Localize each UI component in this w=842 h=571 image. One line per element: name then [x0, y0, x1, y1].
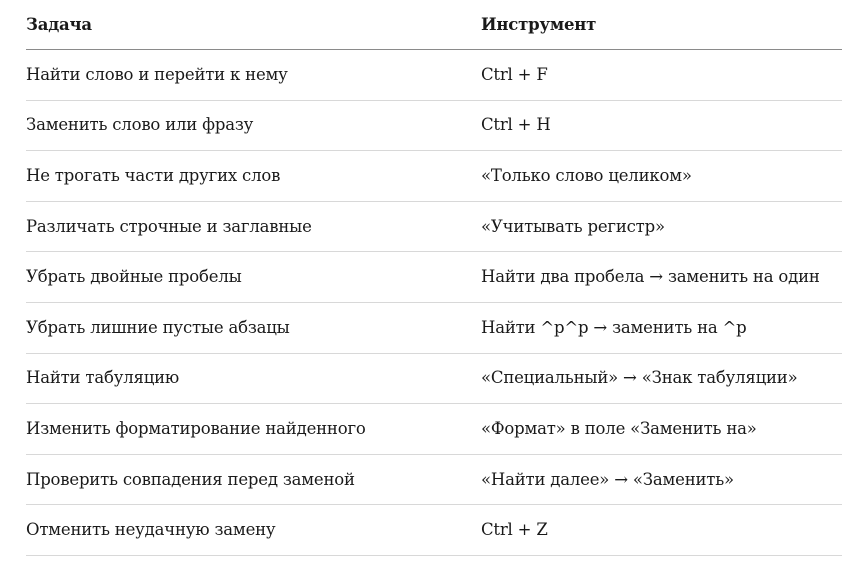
task-cell: Убрать двойные пробелы	[26, 267, 242, 287]
tool-cell: Найти два пробела → заменить на один	[481, 267, 820, 287]
header-tool: Инструмент	[481, 14, 597, 34]
task-cell: Изменить форматирование найденного	[26, 419, 366, 439]
task-cell: Найти слово и перейти к нему	[26, 64, 288, 84]
table-row	[26, 202, 842, 253]
table-row	[26, 50, 842, 101]
table-row	[26, 252, 842, 303]
table-row	[26, 101, 842, 152]
tool-cell: «Только слово целиком»	[481, 166, 692, 186]
table-row	[26, 404, 842, 455]
table-row	[26, 455, 842, 506]
tool-cell: «Специальный» → «Знак табуляции»	[481, 368, 798, 388]
tool-cell: «Учитывать регистр»	[481, 216, 665, 236]
table-row	[26, 505, 842, 556]
task-cell: Найти табуляцию	[26, 368, 180, 388]
table-row	[26, 303, 842, 354]
header-task: Задача	[26, 14, 92, 34]
task-cell: Отменить неудачную замену	[26, 520, 276, 540]
tool-cell: «Формат» в поле «Заменить на»	[481, 419, 757, 439]
tool-cell: Ctrl + H	[481, 115, 551, 135]
task-cell: Убрать лишние пустые абзацы	[26, 317, 290, 337]
task-cell: Заменить слово или фразу	[26, 115, 254, 135]
table-row	[26, 151, 842, 202]
task-cell: Не трогать части других слов	[26, 166, 281, 186]
shortcuts-table	[26, 0, 842, 556]
table-row	[26, 354, 842, 405]
tool-cell: Ctrl + Z	[481, 520, 548, 540]
task-cell: Различать строчные и заглавные	[26, 216, 312, 236]
tool-cell: Найти ^p^p → заменить на ^p	[481, 317, 747, 337]
tool-cell: «Найти далее» → «Заменить»	[481, 469, 734, 489]
task-cell: Проверить совпадения перед заменой	[26, 469, 355, 489]
table-header-row	[26, 0, 842, 50]
tool-cell: Ctrl + F	[481, 64, 548, 84]
